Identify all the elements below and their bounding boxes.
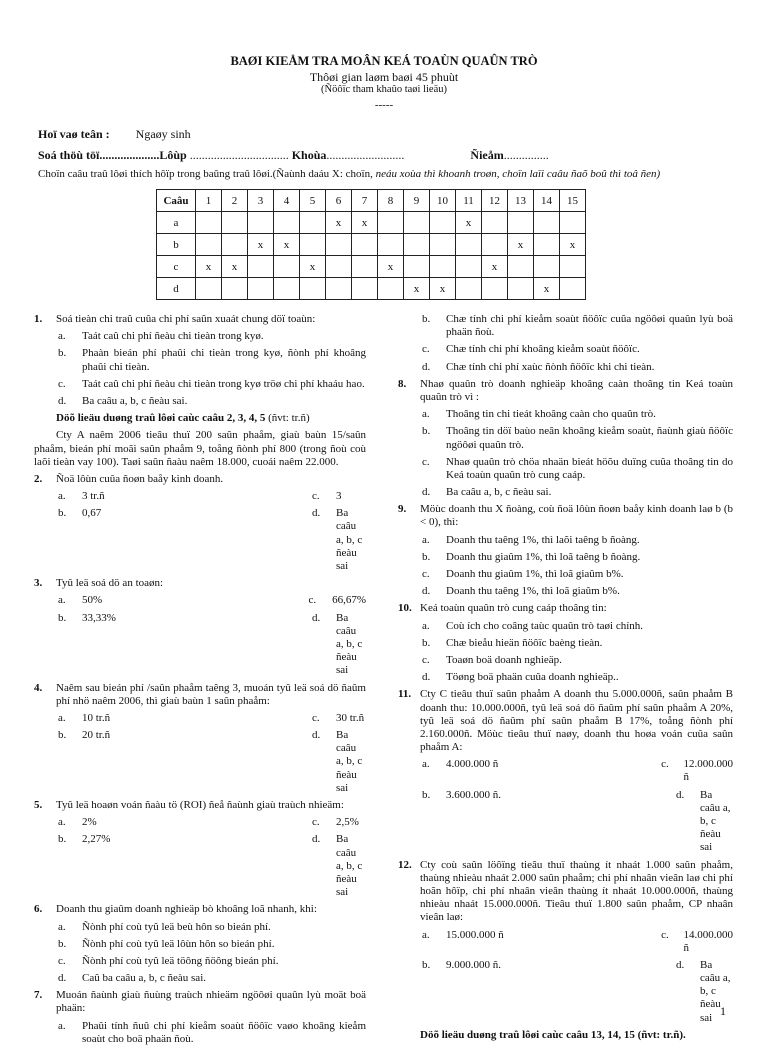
option-text: Ba caâu a, b, c ñeàu sai	[336, 507, 363, 572]
option-letter: d.	[58, 394, 67, 407]
option-text: Ba caâu a, b, c ñeàu sai.	[446, 486, 552, 499]
question-3	[34, 577, 366, 590]
option-text: 50%	[82, 594, 103, 607]
option-letter: c.	[422, 653, 430, 666]
answer-option	[58, 378, 366, 391]
option-letter: b.	[422, 788, 431, 801]
answer-option	[422, 637, 733, 650]
answer-option	[422, 654, 733, 667]
answer-option	[58, 712, 366, 725]
option-letter: d.	[58, 972, 67, 985]
answer-table-option-label: d	[157, 278, 196, 300]
question-number: 2.	[34, 472, 43, 485]
answer-table-question-number: 8	[378, 190, 404, 212]
option-text: 14.000.000 ñ	[683, 928, 733, 954]
answer-table-cell	[222, 234, 248, 256]
answer-table-cell	[508, 212, 534, 234]
answer-table-cell	[430, 212, 456, 234]
option-text: Phaàn bieán phí phaûi chi tieàn trong kyø, ñònh phí khoâng phaûi chi tieàn.	[82, 347, 366, 373]
option-text: Doanh thu giaûm 1%, thì loã taêng b ñoàng.	[446, 550, 641, 563]
answer-table-cell: x	[196, 256, 222, 278]
option-letter: a.	[58, 711, 66, 724]
answer-table-cell	[274, 278, 300, 300]
answer-table-cell	[508, 256, 534, 278]
answer-option	[58, 612, 366, 678]
option-letter: c.	[312, 711, 320, 724]
answer-option	[422, 456, 733, 482]
question-9	[398, 503, 733, 529]
answer-table-cell	[430, 256, 456, 278]
question-text: Soá tieàn chi traû cuûa chi phí saûn xuaát chung döï toaùn:	[56, 313, 316, 325]
answer-table-question-number: 7	[352, 190, 378, 212]
question-text: Cty C tieâu thuï saûn phaåm A doanh thu 5.000.000ñ, saûn phaåm B doanh thu: 10.000.000ñ, tyû leä soá dö ñaûm phí saûn phaåm A 20%, tyû leä soá dö ñaûm phí saûn phaåm B 17%, toång ñònh phí 2.160.000ñ. Möùc tieâu thuï naøy, doanh thu hoøa voán cuûa saûn phaåm A:	[420, 688, 733, 754]
answer-table-cell: x	[456, 212, 482, 234]
answer-table-row	[157, 256, 586, 278]
option-letter: d.	[676, 958, 685, 971]
answer-table-cell	[378, 212, 404, 234]
question-text: Keá toaùn quaûn trò cung caáp thoâng tin:	[420, 602, 607, 615]
course-dots: ..........................	[326, 148, 405, 162]
option-letter: d.	[422, 585, 431, 598]
answer-option	[422, 313, 733, 339]
option-letter: c.	[308, 594, 317, 607]
option-letter: a.	[58, 920, 66, 933]
question-number: 10.	[398, 602, 412, 615]
option-letter: d.	[422, 360, 431, 373]
option-text: 33,33%	[82, 611, 116, 624]
answer-option	[58, 972, 366, 985]
answer-table-cell: x	[508, 234, 534, 256]
answer-table-cell	[508, 278, 534, 300]
question-number: 8.	[398, 377, 407, 390]
option-letter: b.	[422, 550, 431, 563]
option-letter: b.	[422, 313, 431, 325]
answer-table-cell: x	[378, 256, 404, 278]
score-dots: ...............	[503, 148, 549, 162]
info-text: neáu xoùa thì khoanh troøn, choïn laïi caâu ñaõ boû thì toâ ñen)	[372, 168, 661, 180]
answer-table-head-label: Caâu	[157, 190, 196, 212]
answer-option	[422, 620, 733, 633]
question-2	[34, 473, 366, 486]
question-10	[398, 602, 733, 615]
option-text: Ba caâu a, b, c ñeàu sai.	[82, 394, 188, 407]
answer-table-cell	[560, 256, 586, 278]
question-text: Ñoä lôùn cuûa ñoøn baåy kinh doanh.	[56, 472, 224, 485]
page-title: BAØI KIEÅM TRA MOÂN KEÁ TOAÙN QUAÛN TRÒ	[230, 54, 538, 68]
answer-option	[58, 833, 366, 899]
answer-table-cell	[534, 256, 560, 278]
answer-table-cell	[378, 234, 404, 256]
exam-duration: Thôøi gian laøm baøi 45 phuùt	[309, 70, 459, 84]
answer-table-cell	[404, 212, 430, 234]
answer-table-cell	[196, 212, 222, 234]
answer-table-cell	[404, 256, 430, 278]
question-number: 3.	[34, 577, 43, 590]
answer-table-question-number: 4	[274, 190, 300, 212]
question-number: 1.	[34, 313, 43, 325]
answer-option	[58, 330, 366, 343]
option-text: Chæ tính chi phí kieåm soaùt ñöôïc cuûa ngöôøi quaûn lyù boä phaän ñoù.	[446, 313, 733, 339]
answer-table-cell	[196, 278, 222, 300]
question-4	[34, 682, 366, 708]
option-text: Taát caû chi phí ñeàu chi tieàn trong kyø tröø chi phí khaáu hao.	[82, 377, 365, 390]
name-row	[38, 127, 191, 142]
answer-option	[58, 490, 366, 503]
answer-table-cell	[456, 256, 482, 278]
answer-table-cell	[274, 212, 300, 234]
answer-option	[58, 395, 366, 408]
answer-table-cell	[300, 278, 326, 300]
question-11	[398, 688, 733, 754]
option-letter: c.	[661, 928, 669, 941]
answer-option	[422, 343, 733, 356]
answer-table-cell: x	[248, 234, 274, 256]
exam-note: (Ñöôïc tham khaûo taøi lieäu)	[321, 84, 447, 95]
answer-option	[58, 729, 366, 795]
student-info-row	[38, 148, 549, 163]
option-letter: b.	[58, 347, 67, 360]
option-letter: b.	[422, 425, 431, 438]
option-letter: b.	[58, 729, 67, 742]
option-text: Töøng boä phaän cuûa doanh nghieäp..	[446, 671, 619, 684]
question-number: 5.	[34, 799, 43, 811]
answer-table-cell	[482, 212, 508, 234]
option-text: 0,67	[82, 507, 102, 520]
answer-table-cell	[222, 212, 248, 234]
answer-option	[422, 408, 733, 421]
option-letter: d.	[422, 671, 431, 684]
option-text: Caû ba caâu a, b, c ñeàu sai.	[82, 972, 206, 985]
answer-option	[422, 959, 733, 1025]
answer-option	[58, 955, 366, 968]
option-text: Ba caâu a, b, c ñeàu sai	[336, 611, 363, 677]
answer-table-cell	[378, 278, 404, 300]
option-text: Chæ tính chi phí khoâng kieåm soaùt ñöôïc.	[446, 343, 640, 356]
question-text: Doanh thu giaûm doanh nghieäp bò khoâng loã nhanh, khi:	[56, 903, 317, 916]
instruction	[38, 168, 660, 180]
option-letter: c.	[312, 490, 320, 503]
answer-table-cell: x	[560, 234, 586, 256]
answer-option	[58, 921, 366, 934]
answer-option	[422, 534, 733, 547]
answer-table-option-label: c	[157, 256, 196, 278]
info-text: Choïn caâu traû lôøi thích hôïp trong baûng traû lôøi.(Ñaùnh daáu X: choïn,	[38, 168, 373, 180]
answer-option	[58, 816, 366, 829]
answer-table-cell: x	[534, 278, 560, 300]
option-letter: c.	[422, 455, 430, 468]
option-letter: d.	[312, 833, 321, 846]
question-1	[34, 313, 366, 326]
data-heading-13-15	[398, 1029, 733, 1042]
option-text: Nhaø quaûn trò chöa nhaän bieát höõu duïng cuûa thoâng tin do Keá toaùn quaûn trò cung caáp.	[446, 455, 733, 481]
data-text-2-5: Cty A naêm 2006 tieâu thuï 200 saûn phaåm, giaù baùn 15/saûn phaåm, bieán phí moãi saûn phaåm 9, toång ñònh phí 800 (trong ñoù coù laõi tieàn vay 100). Taøi saûn ñaàu naêm 18.000, cuoái naêm 22.000.	[34, 429, 366, 468]
option-letter: c.	[58, 377, 66, 390]
option-letter: a.	[58, 816, 66, 829]
option-letter: d.	[312, 729, 321, 742]
answer-table-cell	[430, 234, 456, 256]
option-text: Döõ lieäu duøng traû lôøi caùc caâu 13, 14, 15	[420, 1028, 635, 1041]
option-text: Ñònh phí coù tyû leä beù hôn so bieán phí.	[82, 920, 271, 933]
option-text: 10 tr.ñ	[82, 711, 111, 724]
answer-option	[422, 486, 733, 499]
question-text: Nhaø quaûn trò doanh nghieäp khoâng caàn thoâng tin Keá toaùn quaûn trò vì :	[420, 377, 733, 403]
question-7	[34, 989, 366, 1015]
answer-option	[58, 594, 366, 607]
answer-table-question-number: 3	[248, 190, 274, 212]
option-text: 66,67%	[332, 594, 366, 607]
answer-table-question-number: 14	[534, 190, 560, 212]
course-label: Khoùa	[291, 148, 327, 162]
answer-table-cell	[222, 278, 248, 300]
option-letter: a.	[58, 490, 66, 503]
answer-option	[422, 568, 733, 581]
question-number: 11.	[398, 688, 412, 701]
question-number: 12.	[398, 858, 412, 871]
answer-table-cell	[326, 278, 352, 300]
option-letter: d.	[422, 486, 431, 499]
question-8	[398, 378, 733, 404]
option-letter: a.	[422, 408, 430, 421]
option-letter: b.	[422, 958, 431, 971]
option-letter: c.	[312, 816, 320, 829]
answer-table-row	[157, 212, 586, 234]
score-label: Ñieåm	[470, 148, 504, 162]
option-letter: b.	[58, 611, 67, 624]
option-text: 3	[336, 490, 342, 503]
answer-table-option-label: b	[157, 234, 196, 256]
answer-table-cell: x	[404, 278, 430, 300]
answer-option	[58, 347, 366, 373]
class-dots: .................................	[186, 148, 289, 162]
left-column	[34, 313, 366, 1050]
answer-table-question-number: 5	[300, 190, 326, 212]
answer-table-cell	[560, 278, 586, 300]
answer-table-question-number: 11	[456, 190, 482, 212]
answer-option	[422, 758, 733, 784]
answer-table-cell	[300, 212, 326, 234]
answer-table-cell	[352, 256, 378, 278]
option-text: Toaøn boä doanh nghieäp.	[446, 653, 562, 666]
option-text: 2,27%	[82, 833, 111, 846]
option-letter: b.	[58, 507, 67, 520]
data-heading-2-5	[34, 412, 366, 425]
question-number: 4.	[34, 681, 43, 694]
answer-table-question-number: 15	[560, 190, 586, 212]
answer-table-cell: x	[482, 256, 508, 278]
answer-option	[422, 789, 733, 855]
answer-table-question-number: 2	[222, 190, 248, 212]
answer-table-question-number: 1	[196, 190, 222, 212]
answer-option	[422, 425, 733, 451]
option-letter: a.	[58, 594, 66, 607]
option-letter: d.	[676, 788, 685, 801]
option-text: 2%	[82, 816, 97, 829]
answer-option	[422, 361, 733, 374]
option-letter: a.	[58, 330, 66, 343]
option-text: Thoâng tin döï baùo neân khoâng kieåm soaùt, ñaùnh giaù ñöôïc ngöôøi quaûn trò.	[446, 425, 733, 451]
question-number: 6.	[34, 903, 43, 916]
answer-table-question-number: 6	[326, 190, 352, 212]
answer-table-question-number: 9	[404, 190, 430, 212]
option-text: Döõ lieäu duøng traû lôøi caùc caâu 2, 3, 4, 5	[56, 412, 266, 425]
answer-table-cell	[326, 256, 352, 278]
answer-option	[422, 929, 733, 955]
answer-table-question-number: 12	[482, 190, 508, 212]
option-letter: c.	[661, 758, 669, 771]
option-text: Doanh thu taêng 1%, thì loã giaûm b%.	[446, 585, 620, 598]
option-text: 15.000.000 ñ	[446, 928, 504, 941]
answer-table-header	[157, 190, 586, 212]
answer-table-cell	[534, 212, 560, 234]
answer-table-cell	[274, 256, 300, 278]
answer-table-cell	[482, 278, 508, 300]
answer-table-cell: x	[274, 234, 300, 256]
option-text: 20 tr.ñ	[82, 729, 111, 742]
answer-table-cell	[352, 234, 378, 256]
question-text: Muoán ñaùnh giaù ñuùng traùch nhieäm ngöôøi quaûn lyù moät boä phaän:	[56, 989, 366, 1015]
option-text: 2,5%	[336, 816, 359, 829]
question-number: 7.	[34, 989, 43, 1002]
dob-label: Ngaøy sinh	[135, 127, 191, 141]
option-letter: b.	[58, 833, 67, 846]
option-text: Ba caâu a, b, c ñeàu sai	[336, 729, 363, 794]
answer-option	[58, 938, 366, 951]
answer-table-cell: x	[222, 256, 248, 278]
option-letter: c.	[422, 568, 430, 580]
option-text: 3.600.000 ñ.	[446, 788, 501, 801]
option-text: Ba caâu a, b, c ñeàu sai	[336, 833, 363, 899]
answer-option	[422, 551, 733, 564]
option-text: Phaûi tính ñuû chi phí kieåm soaùt ñöôïc vaøo khoâng kieåm soaùt cho boä phaän ñoù.	[82, 1019, 366, 1045]
question-text: Cty coù saûn löôïng tieâu thuï thaùng ít nhaát 1.000 saûn phaåm, thaùng nhieàu nhaát 2.000 saûn phaåm; chi phí nhaân vieân laø chi phí hoãn hôïp, chi phí nhaân vieân thaùng ít nhaát 10.000.000ñ, thaùng nhieàu nhaát 15.000.000ñ. Tieâu thuï 1.800 saûn phaåm, CP nhaân vieân laø:	[420, 858, 733, 924]
option-text: (ñvt: tr.ñ).	[634, 1028, 686, 1041]
question-text: Naêm sau bieán phí /saûn phaåm taêng 3, muoán tyû leä soá dö ñaûm phí nhö naêm 2006, thì giaù baùn 1 saûn phaåm:	[56, 681, 366, 707]
question-text: Möùc doanh thu X ñoàng, coù ñoä lôùn ñoøn baåy kinh doanh laø b (b < 0), thì:	[420, 503, 733, 529]
option-letter: b.	[58, 937, 67, 950]
sbd-label: Soá thöù töï....................	[38, 148, 160, 162]
answer-table-cell	[300, 234, 326, 256]
option-text: Taát caû chi phí ñeàu chi tieàn trong kyø.	[82, 330, 264, 343]
option-text: Chæ tính chi phí xaùc ñònh ñöôïc khi chi tieàn.	[446, 360, 655, 373]
answer-table-cell: x	[326, 212, 352, 234]
option-letter: d.	[312, 611, 321, 624]
option-letter: a.	[422, 758, 430, 771]
answer-table-cell: x	[352, 212, 378, 234]
answer-table	[156, 189, 586, 300]
option-text: (ñvt: tr.ñ)	[265, 412, 310, 425]
answer-table-cell	[196, 234, 222, 256]
option-text: Ñònh phí coù tyû leä lôùn hôn so bieán phí.	[82, 937, 275, 950]
answer-option	[422, 671, 733, 684]
question-number: 9.	[398, 503, 407, 516]
answer-table-cell	[248, 212, 274, 234]
answer-table-cell	[352, 278, 378, 300]
answer-table-question-number: 10	[430, 190, 456, 212]
option-letter: c.	[58, 954, 66, 967]
option-text: Ba caâu a, b, c ñeàu sai	[700, 788, 731, 854]
answer-table-row	[157, 278, 586, 300]
answer-table-cell: x	[430, 278, 456, 300]
answer-table-cell	[404, 234, 430, 256]
option-text: Ba caâu a, b, c ñeàu sai	[700, 958, 731, 1024]
option-letter: b.	[422, 636, 431, 649]
question-text: Tyû leä hoaøn voán ñaàu tö (ROI) ñeå ñaùnh giaù traùch nhieäm:	[56, 799, 344, 811]
option-letter: d.	[312, 507, 321, 520]
option-text: 4.000.000 ñ	[446, 758, 499, 771]
class-label: Lôùp	[159, 148, 187, 162]
answer-table-cell	[534, 234, 560, 256]
header-separator: -----	[374, 99, 394, 111]
answer-table-question-number: 13	[508, 190, 534, 212]
option-text: Doanh thu taêng 1%, thì laõi taêng b ñoàng.	[446, 533, 640, 546]
option-text: 9.000.000 ñ.	[446, 958, 501, 971]
answer-table-cell: x	[300, 256, 326, 278]
answer-table-cell	[248, 256, 274, 278]
answer-option	[58, 507, 366, 573]
option-text: Ñònh phí coù tyû leä töông ñöông bieán phí.	[82, 954, 279, 967]
option-text: Thoâng tin chi tieát khoâng caàn cho quaûn trò.	[446, 408, 656, 421]
question-text: Tyû leä soá dö an toaøn:	[56, 577, 164, 590]
answer-table-cell	[456, 234, 482, 256]
option-text: Chæ bieåu hieän ñöôïc baèng tieàn.	[446, 636, 603, 649]
option-letter: c.	[422, 343, 430, 356]
option-letter: a.	[422, 619, 430, 632]
answer-table-cell	[560, 212, 586, 234]
question-5	[34, 799, 366, 812]
answer-table-cell	[248, 278, 274, 300]
answer-option	[422, 585, 733, 598]
option-text: 30 tr.ñ	[336, 711, 365, 724]
answer-table-option-label: a	[157, 212, 196, 234]
right-column	[398, 313, 733, 1046]
page-number: 1	[720, 1004, 726, 1018]
option-letter: a.	[58, 1019, 66, 1032]
option-text: 3 tr.ñ	[82, 490, 105, 503]
answer-table-cell	[326, 234, 352, 256]
question-6	[34, 903, 366, 916]
answer-table-cell	[456, 278, 482, 300]
question-12	[398, 859, 733, 925]
answer-table-cell	[482, 234, 508, 256]
option-letter: a.	[422, 533, 430, 546]
option-text: 12.000.000 ñ	[683, 758, 733, 784]
name-label: Hoï vaø teân :	[38, 127, 110, 141]
option-text: Doanh thu giaûm 1%, thì loã giaûm b%.	[446, 568, 624, 580]
option-letter: a.	[422, 928, 430, 941]
answer-table-row	[157, 234, 586, 256]
option-text: Coù ích cho coâng taùc quaûn trò taøi chính.	[446, 619, 644, 632]
